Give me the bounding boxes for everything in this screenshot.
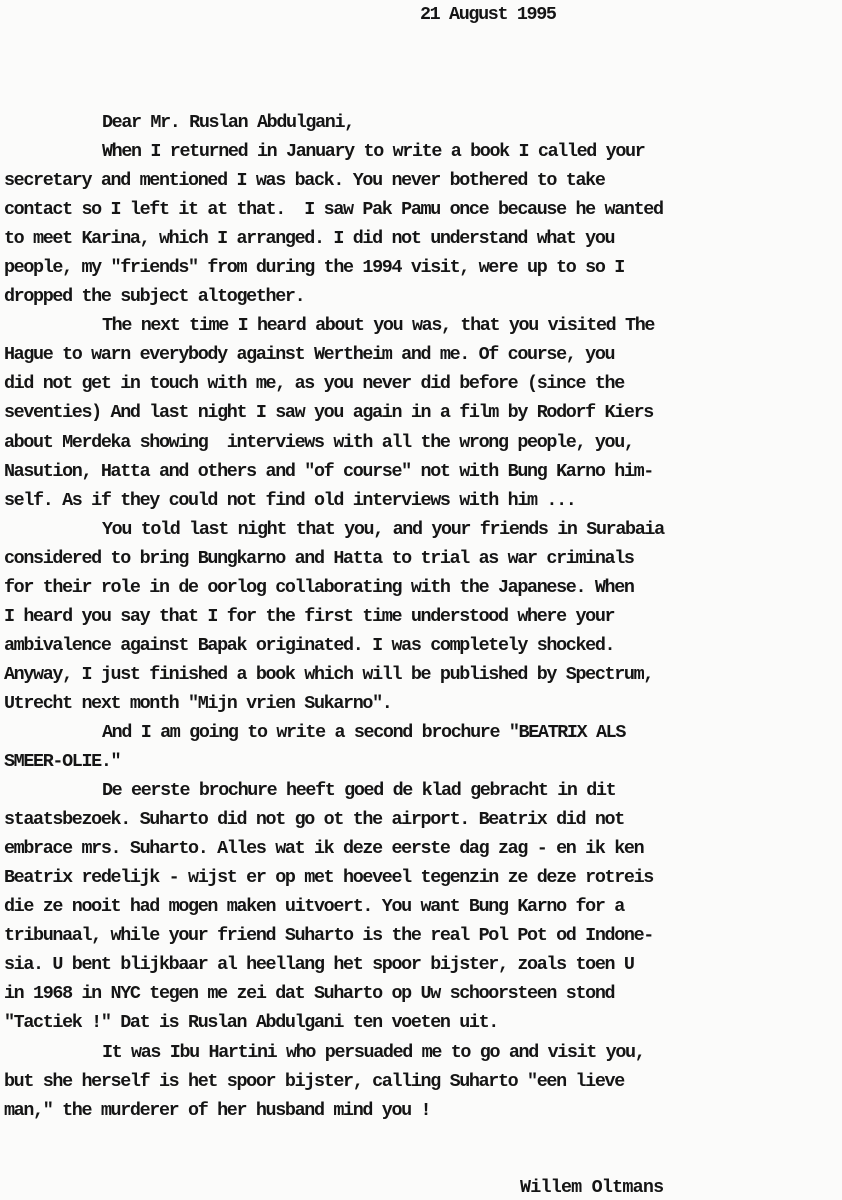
letter-line: Anyway, I just finished a book which will be published by Spectrum, [4, 663, 653, 685]
salutation: Dear Mr. Ruslan Abdulgani, [102, 112, 354, 133]
letter-line: Nasution, Hatta and others and "of course" not with Bung Karno him- [4, 460, 653, 482]
letter-line: Utrecht next month "Mijn vrien Sukarno". [4, 692, 392, 714]
letter-line: And I am going to write a second brochure "BEATRIX ALS [102, 721, 626, 743]
letter-line: considered to bring Bungkarno and Hatta to trial as war criminals [4, 547, 634, 569]
letter-line: ambivalence against Bapak originated. I was completely shocked. [4, 634, 615, 656]
letter-line: De eerste brochure heeft goed de klad gebracht in dit [102, 780, 616, 802]
letter-line: seventies) And last night I saw you again in a film by Rodorf Kiers [4, 402, 653, 424]
letter-line: to meet Karina, which I arranged. I did not understand what you [4, 228, 615, 250]
letter-line: embrace mrs. Suharto. Alles wat ik deze eerste dag zag - en ik ken [4, 838, 644, 860]
letter-line: Hague to warn everybody against Wertheim and me. Of course, you [4, 344, 615, 366]
letter-line: Beatrix redelijk - wijst er op met hoeveel tegenzin ze deze rotreis [4, 867, 653, 889]
letter-line: contact so I left it at that. I saw Pak Pamu once because he wanted [4, 199, 663, 221]
letter-date: 21 August 1995 [420, 4, 556, 25]
letter-line: about Merdeka showing interviews with all the wrong people, you, [4, 431, 634, 453]
letter-line: It was Ibu Hartini who persuaded me to go and visit you, [102, 1041, 645, 1063]
letter-line: The next time I heard about you was, that you visited The [102, 315, 655, 337]
letter-line: When I returned in January to write a book I called your [102, 141, 645, 163]
letter-line: I heard you say that I for the first time understood where your [4, 605, 615, 627]
letter-line: people, my "friends" from during the 1994 visit, were up to so I [4, 257, 624, 279]
letter-line: in 1968 in NYC tegen me zei dat Suharto op Uw schoorsteen stond [4, 983, 615, 1005]
letter-line: but she herself is het spoor bijster, calling Suharto "een lieve [4, 1070, 624, 1092]
letter-line: tribunaal, while your friend Suharto is the real Pol Pot od Indone- [4, 925, 653, 947]
letter-line: secretary and mentioned I was back. You never bothered to take [4, 170, 605, 192]
letter-line: for their role in de oorlog collaborating with the Japanese. When [4, 576, 634, 598]
letter-line: self. As if they could not find old interviews with him ... [4, 489, 576, 511]
letter-line: die ze nooit had mogen maken uitvoert. You want Bung Karno for a [4, 896, 624, 918]
letter-line: man," the murderer of her husband mind you ! [4, 1099, 431, 1121]
letter-line: did not get in touch with me, as you never did before (since the [4, 373, 624, 395]
letter-line: SMEER-OLIE." [4, 751, 121, 773]
signature: Willem Oltmans [520, 1177, 664, 1198]
letter-line: "Tactiek !" Dat is Ruslan Abdulgani ten voeten uit. [4, 1012, 498, 1034]
letter-line: sia. U bent blijkbaar al heellang het spoor bijster, zoals toen U [4, 954, 634, 976]
letter-body [4, 108, 834, 1125]
letter-line: You told last night that you, and your friends in Surabaia [102, 518, 664, 540]
letter-line: staatsbezoek. Suharto did not go ot the airport. Beatrix did not [4, 809, 624, 831]
letter-line: dropped the subject altogether. [4, 286, 305, 308]
